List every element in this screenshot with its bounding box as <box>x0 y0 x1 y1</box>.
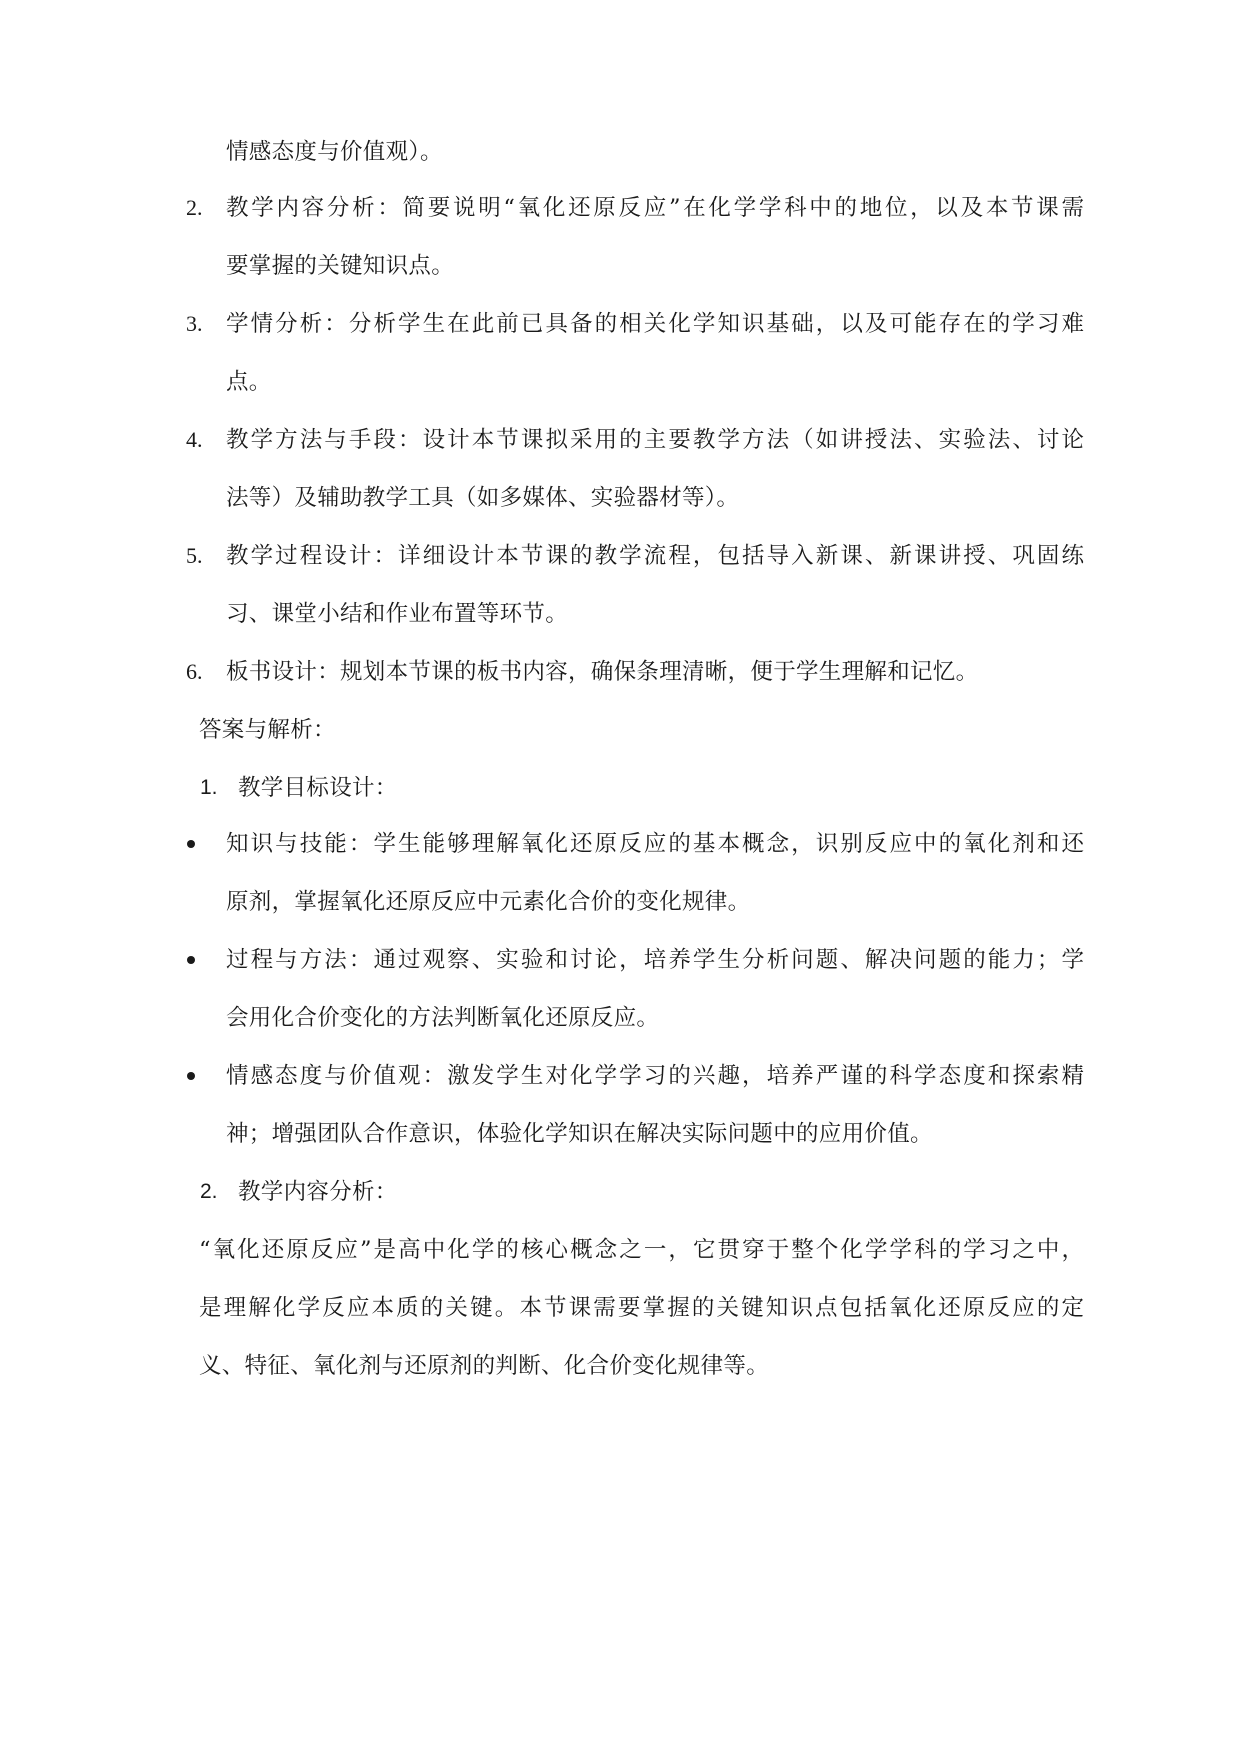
list-number: 3. <box>186 311 203 336</box>
paragraph-line: “氧化还原反应”是高中化学的核心概念之一，它贯穿于整个化学学科的学习之中， <box>199 1237 1084 1263</box>
list-item-text: 教学内容分析：简要说明“氧化还原反应”在化学学科中的地位，以及本节课需 <box>226 195 1084 221</box>
list-item-text: 要掌握的关键知识点。 <box>226 253 455 279</box>
section-title: 教学目标设计： <box>238 775 398 801</box>
bullet-item-text: 情感态度与价值观：激发学生对化学学习的兴趣，培养严谨的科学态度和探索精 <box>226 1063 1084 1089</box>
section-number: 2. <box>200 1180 218 1203</box>
bullet-item-text: 过程与方法：通过观察、实验和讨论，培养学生分析问题、解决问题的能力；学 <box>226 947 1084 973</box>
bullet-item-text: 原剂，掌握氧化还原反应中元素化合价的变化规律。 <box>226 889 751 915</box>
list-number: 6. <box>186 659 203 684</box>
list-item-text: 法等）及辅助教学工具（如多媒体、实验器材等）。 <box>226 485 740 511</box>
list-item-text: 学情分析：分析学生在此前已具备的相关化学知识基础，以及可能存在的学习难 <box>226 311 1084 337</box>
answer-heading: 答案与解析： <box>199 717 336 743</box>
list-item-text: 教学过程设计：详细设计本节课的教学流程，包括导入新课、新课讲授、巩固练 <box>226 543 1084 569</box>
bullet-icon <box>187 956 195 964</box>
bullet-icon <box>187 840 195 848</box>
section-title: 教学内容分析： <box>238 1179 398 1205</box>
bullet-icon <box>187 1072 195 1080</box>
list-number: 5. <box>186 543 203 568</box>
paragraph-line: 是理解化学反应本质的关键。本节课需要掌握的关键知识点包括氧化还原反应的定 <box>199 1295 1084 1321</box>
list-item-text: 点。 <box>226 369 272 395</box>
bullet-item-text: 知识与技能：学生能够理解氧化还原反应的基本概念，识别反应中的氧化剂和还 <box>226 831 1084 857</box>
bullet-item-text: 会用化合价变化的方法判断氧化还原反应。 <box>226 1005 660 1031</box>
list-item-text: 教学方法与手段：设计本节课拟采用的主要教学方法（如讲授法、实验法、讨论 <box>226 427 1084 453</box>
list-number: 2. <box>186 195 203 220</box>
list-item-text: 习、课堂小结和作业布置等环节。 <box>226 601 569 627</box>
section-number: 1. <box>200 776 218 799</box>
paragraph-line: 义、特征、氧化剂与还原剂的判断、化合价变化规律等。 <box>199 1353 770 1379</box>
list-item-text: 板书设计：规划本节课的板书内容，确保条理清晰，便于学生理解和记忆。 <box>226 659 979 685</box>
bullet-item-text: 神；增强团队合作意识，体验化学知识在解决实际问题中的应用价值。 <box>226 1121 933 1147</box>
list-item-continuation: 情感态度与价值观）。 <box>226 139 443 165</box>
list-number: 4. <box>186 427 203 452</box>
